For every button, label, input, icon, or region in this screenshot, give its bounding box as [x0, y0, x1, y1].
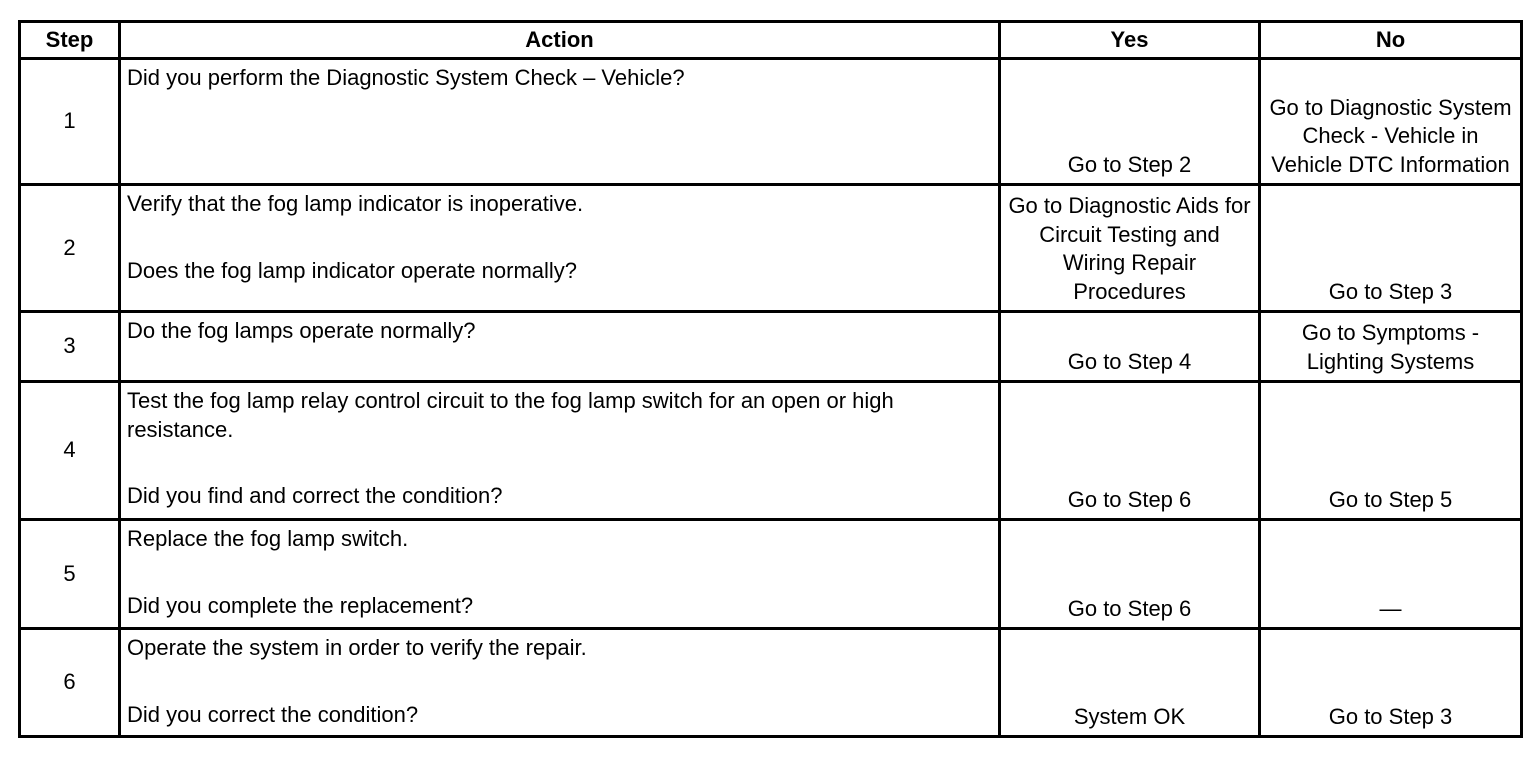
no-cell: Go to Step 3 — [1260, 629, 1522, 737]
action-text: Verify that the fog lamp indicator is inoperative. — [127, 191, 584, 216]
yes-cell: Go to Step 4 — [1000, 312, 1260, 382]
step-number: 2 — [20, 185, 120, 312]
yes-cell: System OK — [1000, 629, 1260, 737]
action-text: Operate the system in order to verify the repair. — [127, 635, 587, 660]
action-question: Does the fog lamp indicator operate normally? — [127, 257, 578, 283]
no-cell: Go to Symptoms - Lighting Systems — [1260, 312, 1522, 382]
yes-cell: Go to Step 2 — [1000, 59, 1260, 185]
yes-cell: Go to Diagnostic Aids for Circuit Testing and Wiring Repair Procedures — [1000, 185, 1260, 312]
step-number: 4 — [20, 382, 120, 520]
step-number: 6 — [20, 629, 120, 737]
yes-cell: Go to Step 6 — [1000, 520, 1260, 629]
diagnostic-table — [18, 20, 1523, 738]
action-question: Do the fog lamps operate normally? — [127, 318, 476, 343]
step-number: 3 — [20, 312, 120, 382]
table-row — [20, 382, 1522, 520]
header-step: Step — [20, 22, 120, 59]
table-row — [20, 520, 1522, 629]
table-row — [20, 59, 1522, 185]
action-cell — [120, 629, 1000, 737]
action-text: Replace the fog lamp switch. — [127, 526, 409, 551]
no-cell: Go to Step 5 — [1260, 382, 1522, 520]
header-action: Action — [120, 22, 1000, 59]
action-cell — [120, 382, 1000, 520]
step-number: 1 — [20, 59, 120, 185]
action-cell — [120, 312, 1000, 382]
action-text: Test the fog lamp relay control circuit to the fog lamp switch for an open or high resistance. — [127, 388, 894, 442]
step-number: 5 — [20, 520, 120, 629]
action-cell — [120, 59, 1000, 185]
header-yes: Yes — [1000, 22, 1260, 59]
action-question: Did you complete the replacement? — [127, 592, 474, 618]
table-row — [20, 629, 1522, 737]
header-row — [20, 22, 1522, 59]
action-question: Did you correct the condition? — [127, 701, 419, 727]
yes-cell: Go to Step 6 — [1000, 382, 1260, 520]
table-row — [20, 185, 1522, 312]
action-cell — [120, 185, 1000, 312]
no-cell: Go to Diagnostic System Check - Vehicle in Vehicle DTC Information — [1260, 59, 1522, 185]
table-row — [20, 312, 1522, 382]
action-cell — [120, 520, 1000, 629]
action-question: Did you find and correct the condition? — [127, 483, 503, 508]
header-no: No — [1260, 22, 1522, 59]
no-cell: Go to Step 3 — [1260, 185, 1522, 312]
action-text: Did you perform the Diagnostic System Check – Vehicle? — [127, 65, 685, 90]
no-cell: — — [1260, 520, 1522, 629]
